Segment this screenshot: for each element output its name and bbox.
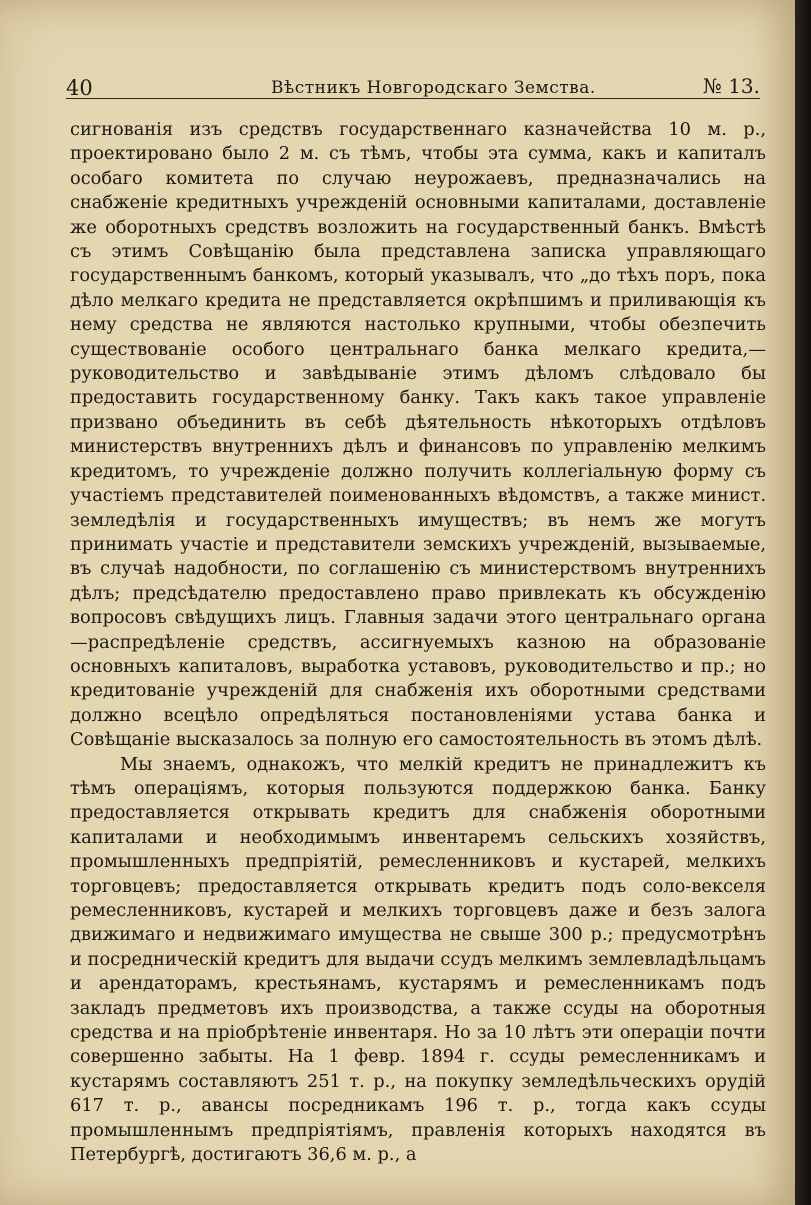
paragraph: Мы знаемъ, однакожъ, что мелкій кредитъ не принадлежитъ къ тѣмъ операціямъ, которыя пользуются поддержкою банка. Банку предоставляется открывать кредитъ для снабженія оборотными капиталами и необходимымъ инвентаремъ сельскихъ хозяйствъ, промышленныхъ предпріятій, ремесленниковъ и кустарей, мелкихъ торговцевъ; предоставляется открывать кредитъ подъ соло-векселя ремесленниковъ, кустарей и мелкихъ торговцевъ даже и безъ залога движимаго и недвижимаго имущества не свыше 300 р.; предусмотрѣнъ и посредническій кредитъ для выдачи ссудъ мелкимъ землевладѣльцамъ и арендаторамъ, крестьянамъ, кустарямъ и ремесленникамъ подъ закладъ предметовъ ихъ производства, а также ссуды на оборотныя средства и на пріобрѣтеніе инвентаря. Но за 10 лѣтъ эти операціи почти совершенно забыты. На 1 февр. 1894 г. ссуды ремесленникамъ и кустарямъ составляютъ 251 т. р., на покупку земледѣльческихъ орудій 617 т. р., авансы посредникамъ 196 т. р., тогда какъ ссуды промышленнымъ предпріятіямъ, правленія которыхъ находятся въ Петербургѣ, достигаютъ 36,6 м. р., а — [70, 753, 766, 1166]
page-number: 40 — [66, 76, 93, 100]
page-edge-shadow — [795, 0, 811, 1205]
page-header — [66, 74, 760, 100]
issue-number: № 13. — [702, 74, 760, 98]
paragraph: сигнованія изъ средствъ государственнаго казначейства 10 м. р., проектировано было 2 м. съ тѣмъ, чтобы эта сумма, какъ и капиталъ особаго комитета по случаю неурожаевъ, предназначались на снабженіе кредитныхъ учрежденій основными капиталами, доставленіе же оборотныхъ средствъ возложить на государственный банкъ. Вмѣстѣ съ этимъ Совѣщанію была представлена записка управляющаго государственнымъ банкомъ, который указывалъ, что „до тѣхъ поръ, пока дѣло мелкаго кредита не представляется окрѣпшимъ и приливающія къ нему средства не являются настолько крупными, чтобы обезпечить существованіе особого центральнаго банка мелкаго кредита,—руководительство и завѣдываніе этимъ дѣломъ слѣдовало бы предоставить государственному банку. Такъ какъ такое управленіе призвано объединить въ себѣ дѣятельность нѣкоторыхъ отдѣловъ министерствъ внутреннихъ дѣлъ и финансовъ по управленію мелкимъ кредитомъ, то учрежденіе должно получить коллегіальную форму съ участіемъ представителей поименованныхъ вѣдомствъ, а также минист. земледѣлія и государственныхъ имуществъ; въ немъ же могутъ принимать участіе и представители земскихъ учрежденій, вызываемые, въ случаѣ надобности, по соглашенію съ министерствомъ внутреннихъ дѣлъ; предсѣдателю предоставлено право привлекать къ обсужденію вопросовъ свѣдущихъ лицъ. Главныя задачи этого центральнаго органа—распредѣленіе средствъ, ассигнуемыхъ казною на образованіе основныхъ капиталовъ, выработка уставовъ, руководительство и пр.; но кредитованіе учрежденій для снабженія ихъ оборотными средствами должно всецѣло опредѣляться постановленіями устава банка и Совѣщаніе высказалось за полную его самостоятельность въ этомъ дѣлѣ. — [70, 119, 766, 751]
running-title: Вѣстникъ Новгородскаго Земства. — [271, 78, 596, 98]
text-body — [70, 118, 766, 1167]
header-rule — [66, 98, 760, 99]
